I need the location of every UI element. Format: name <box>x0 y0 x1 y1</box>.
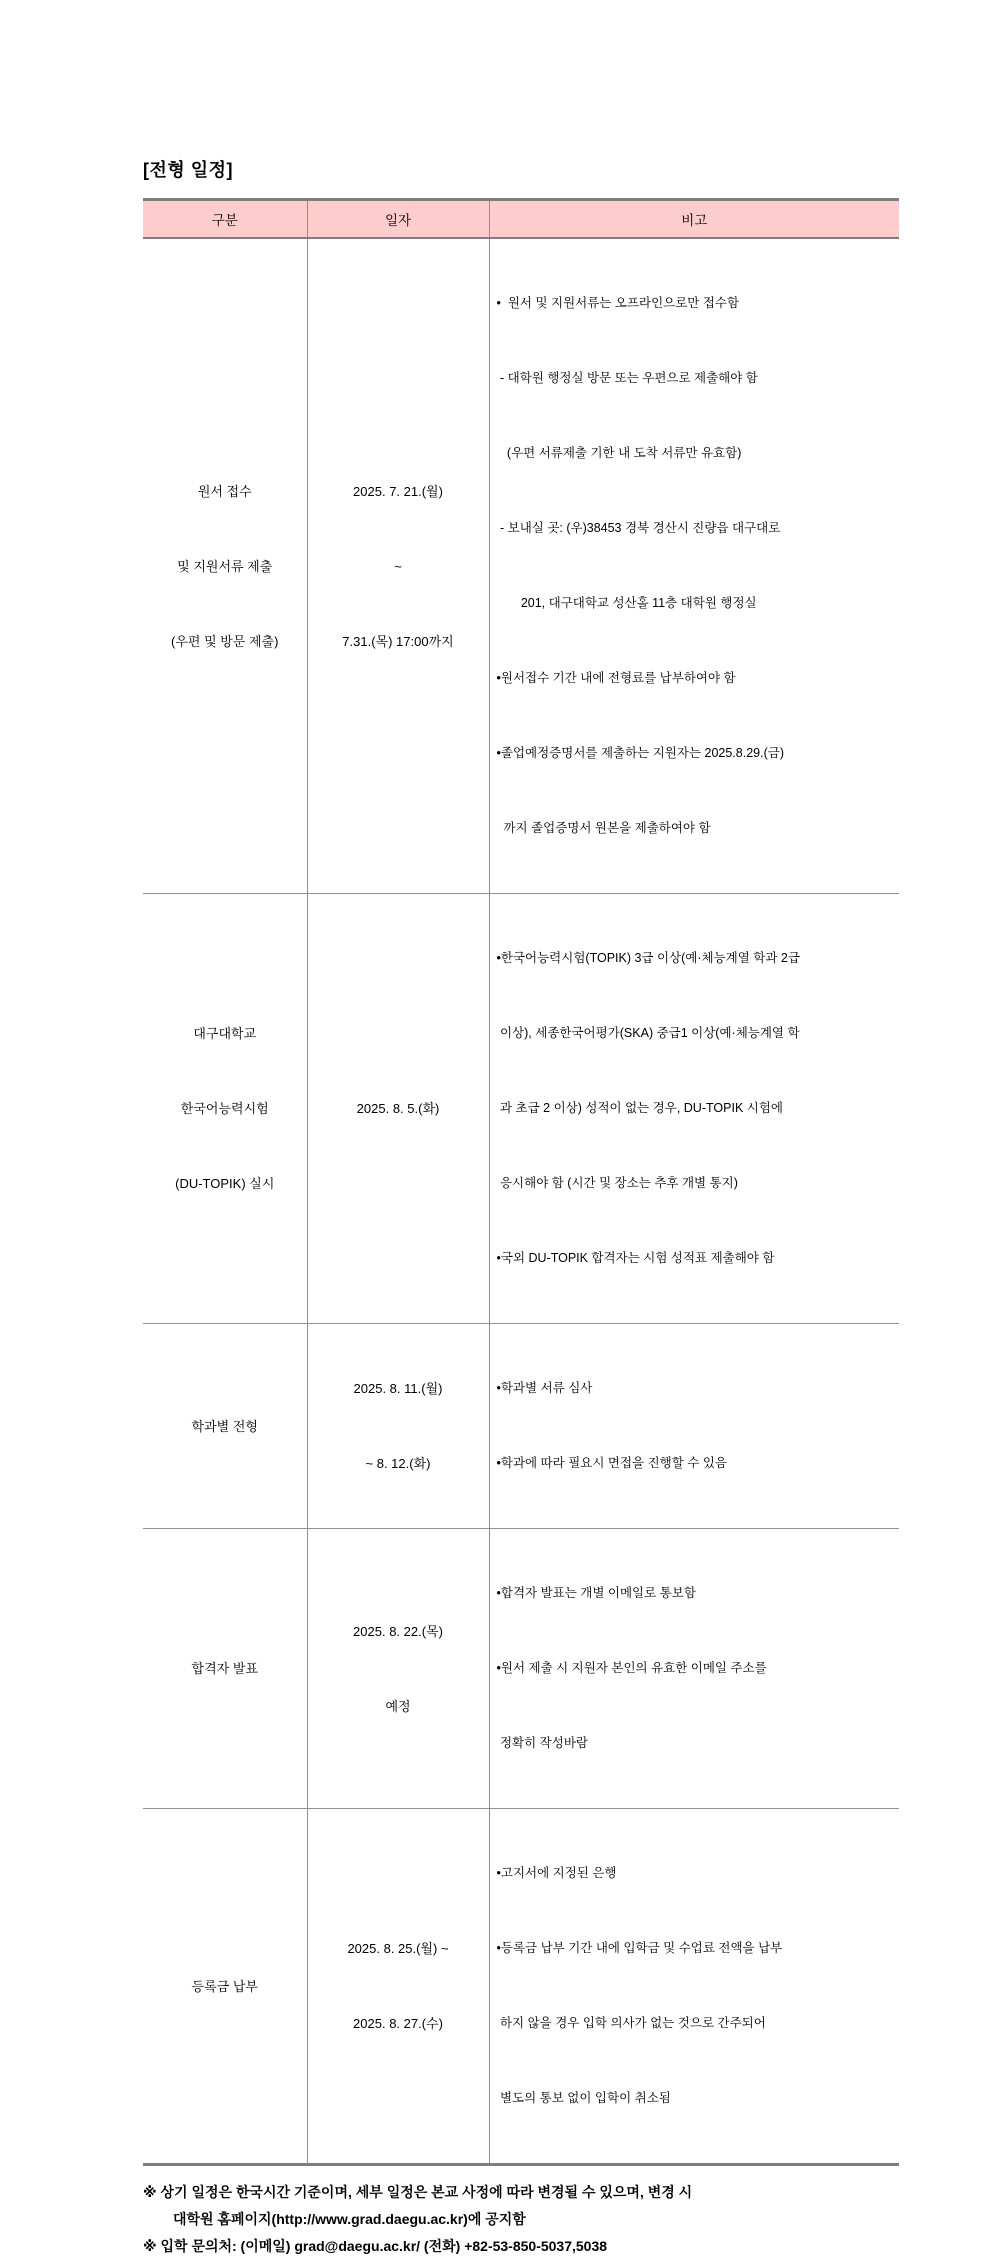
notes-cell <box>489 1324 899 1529</box>
category-line: (DU-TOPIK) 실시 <box>175 1176 275 1191</box>
note-line: •학과별 서류 심사 <box>496 1381 593 1395</box>
note-line: 별도의 통보 없이 입학이 취소됨 <box>496 2091 671 2105</box>
note-line: 정확히 작성바람 <box>496 1736 588 1750</box>
note-line: •한국어능력시험(TOPIK) 3급 이상(예·체능계열 학과 2급 <box>496 951 800 965</box>
note-line: •학과에 따라 필요시 면접을 진행할 수 있음 <box>496 1456 727 1470</box>
note-line: •원서 제출 시 지원자 본인의 유효한 이메일 주소를 <box>496 1661 767 1675</box>
category-line: 한국어능력시험 <box>180 1101 269 1116</box>
note-line: 하지 않을 경우 입학 의사가 없는 것으로 간주되어 <box>496 2016 766 2030</box>
date-line: 2025. 8. 22.(목) <box>353 1623 443 1639</box>
note-line: •고지서에 지정된 은행 <box>496 1866 617 1880</box>
table-row-du-topik-exam <box>143 894 899 1324</box>
date-line: 예정 <box>385 1698 411 1714</box>
date-line: 2025. 8. 25.(월) ~ <box>347 1941 449 1956</box>
table-row-tuition-payment <box>143 1809 899 2165</box>
date-line: 2025. 8. 11.(월) <box>353 1381 443 1396</box>
category-line: 원서 접수 <box>197 483 252 499</box>
page-title: [전형 일정] <box>143 160 234 180</box>
note-line: •등록금 납부 기간 내에 입학금 및 수업료 전액을 납부 <box>496 1941 783 1955</box>
date-line: 2025. 8. 27.(수) <box>353 2016 443 2031</box>
header-category: 구분 <box>143 200 307 239</box>
admission-schedule-table <box>143 198 899 2166</box>
date-cell <box>307 1324 489 1529</box>
table-header-row <box>143 200 899 239</box>
category-cell <box>143 1809 307 2165</box>
category-cell <box>143 238 307 894</box>
note-line: - 보내실 곳: (우)38453 경북 경산시 진량읍 대구대로 <box>496 521 781 535</box>
date-line: 2025. 8. 5.(화) <box>356 1101 440 1116</box>
footnotes <box>143 2179 899 2260</box>
notes-cell <box>489 1809 899 2165</box>
notes-cell <box>489 1529 899 1809</box>
date-cell <box>307 238 489 894</box>
category-cell <box>143 1529 307 1809</box>
note-line: •합격자 발표는 개별 이메일로 통보함 <box>496 1586 696 1600</box>
category-line: 및 지원서류 제출 <box>177 558 273 574</box>
date-line: ~ 8. 12.(화) <box>365 1456 431 1471</box>
date-cell <box>307 1809 489 2165</box>
header-remarks: 비고 <box>489 200 899 239</box>
note-line: 까지 졸업증명서 원본을 제출하여야 함 <box>496 821 711 835</box>
note-line: 과 초급 2 이상) 성적이 없는 경우, DU-TOPIK 시험에 <box>496 1101 783 1115</box>
category-cell <box>143 894 307 1324</box>
header-date: 일자 <box>307 200 489 239</box>
date-line: 7.31.(목) 17:00까지 <box>342 633 454 649</box>
table-row-admission-announcement <box>143 1529 899 1809</box>
date-line: ~ <box>394 558 402 574</box>
table-row-department-screening <box>143 1324 899 1529</box>
category-line: 합격자 발표 <box>191 1661 258 1676</box>
notes-cell <box>489 238 899 894</box>
note-line: •원서접수 기간 내에 전형료를 납부하여야 함 <box>496 671 736 685</box>
note-line: 201, 대구대학교 성산홀 11층 대학원 행정실 <box>496 596 757 610</box>
note-line: 이상), 세종한국어평가(SKA) 중급1 이상(예·체능계열 학 <box>496 1026 800 1040</box>
note-line: 응시해야 함 (시간 및 장소는 추후 개별 통지) <box>496 1176 738 1190</box>
note-line: (우편 서류제출 기한 내 도착 서류만 유효함) <box>496 446 742 460</box>
table-row-application-submission <box>143 238 899 894</box>
note-line: •국외 DU-TOPIK 합격자는 시험 성적표 제출해야 함 <box>496 1251 775 1265</box>
footnote-homepage-url: 대학원 홈페이지(http://www.grad.daegu.ac.kr)에 공지함 <box>173 2211 526 2227</box>
category-cell <box>143 1324 307 1529</box>
category-line: 등록금 납부 <box>191 1978 258 1994</box>
note-line: - 대학원 행정실 방문 또는 우편으로 제출해야 함 <box>496 371 758 385</box>
footnote-contact-info: ※ 입학 문의처: (이메일) grad@daegu.ac.kr/ (전화) +82-53-850-5037,5038 <box>143 2238 608 2254</box>
note-line: •졸업예정증명서를 제출하는 지원자는 2025.8.29.(금) <box>496 746 784 760</box>
note-line: • 원서 및 지원서류는 오프라인으로만 접수함 <box>496 296 740 310</box>
date-cell <box>307 1529 489 1809</box>
category-line: (우편 및 방문 제출) <box>171 633 279 649</box>
notes-cell <box>489 894 899 1324</box>
category-line: 학과별 전형 <box>191 1418 258 1434</box>
document-content <box>143 156 903 2260</box>
date-cell <box>307 894 489 1324</box>
category-line: 대구대학교 <box>193 1026 257 1041</box>
date-line: 2025. 7. 21.(월) <box>353 483 443 499</box>
footnote-schedule-change: ※ 상기 일정은 한국시간 기준이며, 세부 일정은 본교 사정에 따라 변경될 수 있으며, 변경 시 <box>143 2184 693 2200</box>
